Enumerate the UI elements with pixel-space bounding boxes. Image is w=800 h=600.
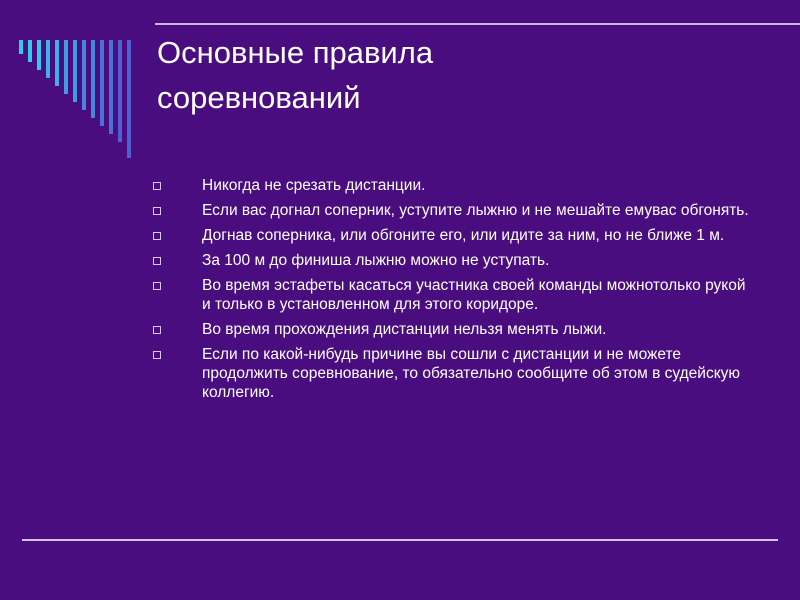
square-bullet-icon [153,326,161,334]
square-bullet-icon [153,257,161,265]
title-line: соревнований [157,80,361,115]
list-item [150,176,750,195]
bar [109,40,113,134]
list-item [150,345,750,402]
square-bullet-icon [153,232,161,240]
list-item [150,251,750,270]
square-bullet-icon [153,182,161,190]
bar [28,40,32,62]
list-item-text: Догнав соперника, или обгоните его, или идите за ним, но не ближе 1 м. [202,227,725,244]
bar [46,40,50,78]
list-item [150,226,750,245]
bar [127,40,131,158]
list-item [150,201,750,220]
bar [91,40,95,118]
bar [19,40,23,54]
bar [55,40,59,86]
top-divider [155,23,800,25]
list-item-text: Никогда не срезать дистанции. [202,177,426,194]
bar [82,40,86,110]
slide-title [157,30,717,120]
square-bullet-icon [153,351,161,359]
list-item-text: Если вас догнал соперник, уступите лыжню и не мешайте емувас обгонять. [202,202,749,219]
list-item-text: Если по какой-нибудь причине вы сошли с дистанции и не можете продолжить соревнование, то обязательно сообщите об этом в судейскую коллегию. [202,346,741,401]
bar [118,40,122,142]
list-item-text: Во время прохождения дистанции нельзя менять лыжи. [202,321,607,338]
decorative-bars [0,0,140,170]
bottom-divider [22,539,778,541]
list-item-text: Во время эстафеты касаться участника своей команды можнотолько рукой и только в установленном для этого коридоре. [202,277,746,313]
list-item-text: За 100 м до финиша лыжню можно не уступать. [202,252,550,269]
bar [100,40,104,126]
bar [73,40,77,102]
rules-list [150,176,750,408]
title-line: Основные правила [157,35,434,70]
bar [64,40,68,94]
bar [37,40,41,70]
square-bullet-icon [153,282,161,290]
list-item [150,320,750,339]
list-item [150,276,750,314]
square-bullet-icon [153,207,161,215]
